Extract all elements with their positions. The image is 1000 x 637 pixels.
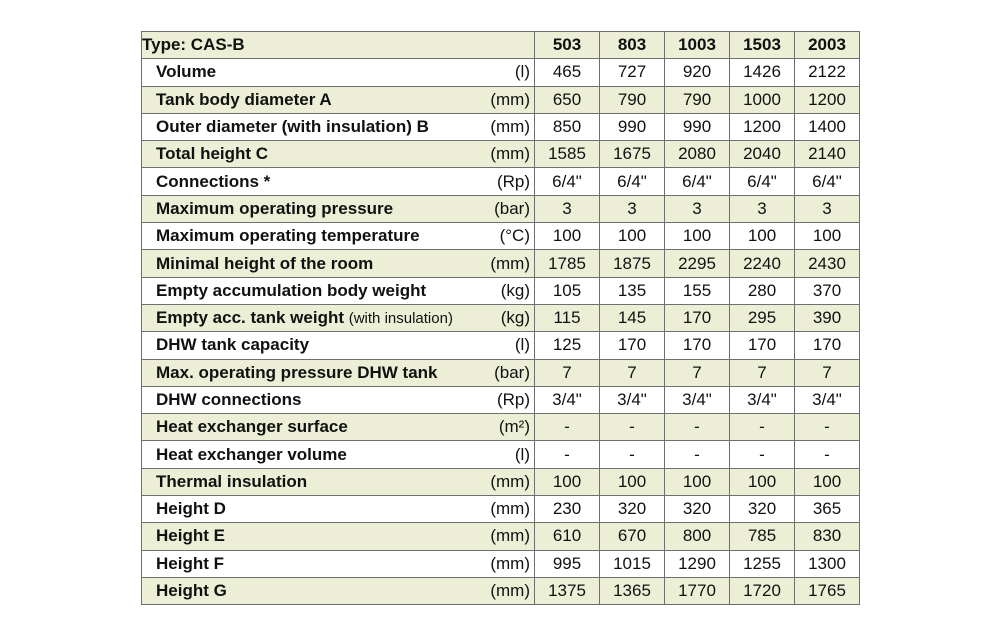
parameter-name-text: Outer diameter (with insulation) B bbox=[156, 117, 429, 137]
parameter-cell bbox=[142, 496, 535, 523]
table-row bbox=[142, 359, 860, 386]
parameter-name bbox=[142, 581, 227, 601]
parameter-unit: (m²) bbox=[498, 417, 530, 437]
parameter-cell bbox=[142, 441, 535, 468]
parameter-name bbox=[142, 308, 453, 328]
parameter-name bbox=[142, 363, 438, 383]
parameter-unit: (mm) bbox=[490, 581, 530, 601]
parameter-unit: (Rp) bbox=[496, 390, 530, 409]
parameter-name bbox=[142, 90, 332, 110]
parameter-unit: (bar) bbox=[494, 198, 530, 218]
value-cell: - bbox=[665, 414, 730, 441]
value-cell: 2430 bbox=[795, 250, 860, 277]
parameter-cell bbox=[142, 359, 535, 386]
value-cell: 135 bbox=[600, 277, 665, 304]
parameter-unit: (°C) bbox=[499, 226, 530, 246]
value-cell: 280 bbox=[730, 277, 795, 304]
value-cell: 100 bbox=[795, 223, 860, 250]
value-cell: 3 bbox=[535, 195, 600, 222]
parameter-name-text: Volume bbox=[156, 62, 217, 82]
value-cell: 100 bbox=[795, 468, 860, 495]
parameter-name-text: Height G bbox=[156, 581, 227, 601]
parameter-cell bbox=[142, 304, 535, 331]
parameter-cell bbox=[142, 86, 535, 113]
value-cell: 830 bbox=[795, 523, 860, 550]
parameter-unit: (mm) bbox=[490, 471, 530, 491]
parameter-name bbox=[142, 499, 226, 519]
value-cell: 170 bbox=[795, 332, 860, 359]
value-cell: 7 bbox=[730, 359, 795, 386]
value-cell: 295 bbox=[730, 304, 795, 331]
value-cell: 1200 bbox=[795, 86, 860, 113]
table-row bbox=[142, 113, 860, 140]
value-cell: 670 bbox=[600, 523, 665, 550]
parameter-name-text: Empty acc. tank weight bbox=[156, 308, 344, 328]
value-cell: 650 bbox=[535, 86, 600, 113]
parameter-name-text: Connections * bbox=[156, 171, 271, 191]
value-cell: - bbox=[730, 414, 795, 441]
parameter-cell bbox=[142, 277, 535, 304]
value-cell: 3/4" bbox=[665, 386, 730, 413]
parameter-name-text: Height E bbox=[156, 526, 225, 546]
value-cell: - bbox=[730, 441, 795, 468]
value-cell: 2295 bbox=[665, 250, 730, 277]
value-cell: 390 bbox=[795, 304, 860, 331]
value-cell: - bbox=[795, 414, 860, 441]
parameter-cell bbox=[142, 332, 535, 359]
parameter-name bbox=[142, 62, 216, 82]
spec-table-body bbox=[142, 59, 860, 605]
model-header: 803 bbox=[600, 32, 665, 59]
model-header: 2003 bbox=[795, 32, 860, 59]
value-cell: 6/4" bbox=[600, 168, 665, 195]
value-cell: 170 bbox=[730, 332, 795, 359]
parameter-cell bbox=[142, 113, 535, 140]
value-cell: 1675 bbox=[600, 141, 665, 168]
value-cell: 320 bbox=[665, 496, 730, 523]
table-row bbox=[142, 468, 860, 495]
parameter-name-text: DHW tank capacity bbox=[156, 335, 310, 355]
value-cell: 465 bbox=[535, 59, 600, 86]
parameter-cell bbox=[142, 168, 535, 195]
value-cell: 1290 bbox=[665, 550, 730, 577]
table-row bbox=[142, 168, 860, 195]
value-cell: 100 bbox=[600, 468, 665, 495]
table-row bbox=[142, 141, 860, 168]
parameter-unit: (l) bbox=[514, 335, 530, 355]
value-cell: 2080 bbox=[665, 141, 730, 168]
parameter-name-text: Thermal insulation bbox=[156, 471, 308, 491]
value-cell: 1400 bbox=[795, 113, 860, 140]
value-cell: - bbox=[535, 414, 600, 441]
value-cell: 100 bbox=[665, 468, 730, 495]
value-cell: 1765 bbox=[795, 577, 860, 604]
parameter-name-text: DHW connections bbox=[156, 390, 302, 409]
parameter-unit: (bar) bbox=[494, 362, 530, 382]
value-cell: 1785 bbox=[535, 250, 600, 277]
parameter-name-text: Empty accumulation body weight bbox=[156, 280, 427, 300]
parameter-name bbox=[142, 390, 301, 410]
value-cell: 2040 bbox=[730, 141, 795, 168]
value-cell: 1300 bbox=[795, 550, 860, 577]
value-cell: 145 bbox=[600, 304, 665, 331]
parameter-cell bbox=[142, 195, 535, 222]
value-cell: 1770 bbox=[665, 577, 730, 604]
parameter-unit: (mm) bbox=[490, 89, 530, 109]
parameter-name bbox=[142, 281, 426, 301]
table-row bbox=[142, 86, 860, 113]
parameter-unit: (kg) bbox=[500, 308, 530, 328]
value-cell: 155 bbox=[665, 277, 730, 304]
value-cell: 1375 bbox=[535, 577, 600, 604]
value-cell: 3/4" bbox=[535, 386, 600, 413]
table-row bbox=[142, 250, 860, 277]
value-cell: 727 bbox=[600, 59, 665, 86]
parameter-unit: (l) bbox=[514, 62, 530, 82]
value-cell: 7 bbox=[665, 359, 730, 386]
parameter-unit: (mm) bbox=[490, 553, 530, 573]
value-cell: - bbox=[665, 441, 730, 468]
value-cell: - bbox=[600, 414, 665, 441]
value-cell: 1200 bbox=[730, 113, 795, 140]
parameter-name bbox=[142, 526, 225, 546]
value-cell: 7 bbox=[795, 359, 860, 386]
parameter-cell bbox=[142, 414, 535, 441]
parameter-cell bbox=[142, 577, 535, 604]
parameter-cell bbox=[142, 523, 535, 550]
table-row bbox=[142, 59, 860, 86]
value-cell: 1720 bbox=[730, 577, 795, 604]
value-cell: 1365 bbox=[600, 577, 665, 604]
value-cell: 800 bbox=[665, 523, 730, 550]
value-cell: 100 bbox=[665, 223, 730, 250]
value-cell: 6/4" bbox=[795, 168, 860, 195]
parameter-unit: (mm) bbox=[490, 117, 530, 137]
parameter-name bbox=[142, 417, 348, 437]
parameter-unit: (Rp) bbox=[496, 171, 530, 191]
parameter-cell bbox=[142, 250, 535, 277]
parameter-name bbox=[142, 117, 429, 137]
parameter-name-text: Heat exchanger volume bbox=[156, 444, 347, 464]
parameter-name-text: Total height C bbox=[156, 144, 269, 164]
value-cell: 170 bbox=[665, 304, 730, 331]
parameter-name bbox=[142, 144, 268, 164]
value-cell: 230 bbox=[535, 496, 600, 523]
model-header: 1503 bbox=[730, 32, 795, 59]
table-row bbox=[142, 441, 860, 468]
table-row bbox=[142, 523, 860, 550]
value-cell: 6/4" bbox=[730, 168, 795, 195]
value-cell: 3 bbox=[730, 195, 795, 222]
value-cell: 990 bbox=[665, 113, 730, 140]
parameter-name-text: Heat exchanger surface bbox=[156, 417, 348, 437]
parameter-name-text: Maximum operating temperature bbox=[156, 226, 420, 246]
value-cell: 3 bbox=[665, 195, 730, 222]
parameter-name bbox=[142, 172, 270, 192]
type-header: Type: CAS-B bbox=[142, 32, 535, 59]
value-cell: 3/4" bbox=[600, 386, 665, 413]
table-row bbox=[142, 550, 860, 577]
table-row bbox=[142, 223, 860, 250]
parameter-name-text: Max. operating pressure DHW tank bbox=[156, 362, 438, 382]
value-cell: 100 bbox=[730, 223, 795, 250]
parameter-cell bbox=[142, 141, 535, 168]
value-cell: 100 bbox=[600, 223, 665, 250]
value-cell: 6/4" bbox=[665, 168, 730, 195]
value-cell: 995 bbox=[535, 550, 600, 577]
parameter-unit: (l) bbox=[514, 444, 530, 464]
value-cell: 3 bbox=[600, 195, 665, 222]
parameter-unit: (mm) bbox=[490, 499, 530, 519]
value-cell: 2240 bbox=[730, 250, 795, 277]
value-cell: 6/4" bbox=[535, 168, 600, 195]
value-cell: 1015 bbox=[600, 550, 665, 577]
value-cell: 920 bbox=[665, 59, 730, 86]
value-cell: 610 bbox=[535, 523, 600, 550]
spec-table bbox=[141, 31, 860, 605]
value-cell: 100 bbox=[730, 468, 795, 495]
value-cell: 990 bbox=[600, 113, 665, 140]
parameter-name-text: Minimal height of the room bbox=[156, 253, 374, 273]
value-cell: 1255 bbox=[730, 550, 795, 577]
table-row bbox=[142, 304, 860, 331]
parameter-cell bbox=[142, 223, 535, 250]
header-row bbox=[142, 32, 860, 59]
value-cell: 100 bbox=[535, 468, 600, 495]
parameter-name bbox=[142, 254, 373, 274]
value-cell: 790 bbox=[600, 86, 665, 113]
model-header: 1003 bbox=[665, 32, 730, 59]
parameter-cell bbox=[142, 386, 535, 413]
parameter-name-text: Maximum operating pressure bbox=[156, 198, 394, 218]
table-row bbox=[142, 496, 860, 523]
table-row bbox=[142, 386, 860, 413]
parameter-unit: (mm) bbox=[490, 253, 530, 273]
parameter-name bbox=[142, 445, 347, 465]
value-cell: 785 bbox=[730, 523, 795, 550]
table-row bbox=[142, 277, 860, 304]
parameter-unit: (kg) bbox=[500, 280, 530, 300]
parameter-name bbox=[142, 554, 224, 574]
table-row bbox=[142, 195, 860, 222]
value-cell: 3/4" bbox=[730, 386, 795, 413]
value-cell: 125 bbox=[535, 332, 600, 359]
model-header: 503 bbox=[535, 32, 600, 59]
table-row bbox=[142, 577, 860, 604]
parameter-name-text: Height D bbox=[156, 499, 226, 519]
value-cell: 3/4" bbox=[795, 386, 860, 413]
parameter-name bbox=[142, 226, 420, 246]
value-cell: 2140 bbox=[795, 141, 860, 168]
value-cell: 105 bbox=[535, 277, 600, 304]
value-cell: 170 bbox=[665, 332, 730, 359]
parameter-unit: (mm) bbox=[490, 526, 530, 546]
value-cell: 1585 bbox=[535, 141, 600, 168]
parameter-name bbox=[142, 472, 307, 492]
parameter-unit: (mm) bbox=[490, 144, 530, 164]
value-cell: - bbox=[600, 441, 665, 468]
parameter-name-text: Tank body diameter A bbox=[156, 89, 332, 109]
value-cell: 790 bbox=[665, 86, 730, 113]
value-cell: 3 bbox=[795, 195, 860, 222]
value-cell: 365 bbox=[795, 496, 860, 523]
value-cell: 850 bbox=[535, 113, 600, 140]
parameter-name-text: Height F bbox=[156, 553, 224, 573]
value-cell: 1875 bbox=[600, 250, 665, 277]
value-cell: 7 bbox=[600, 359, 665, 386]
table-row bbox=[142, 332, 860, 359]
parameter-name bbox=[142, 335, 309, 355]
value-cell: 320 bbox=[730, 496, 795, 523]
value-cell: - bbox=[795, 441, 860, 468]
value-cell: 115 bbox=[535, 304, 600, 331]
value-cell: 170 bbox=[600, 332, 665, 359]
value-cell: 7 bbox=[535, 359, 600, 386]
table-row bbox=[142, 414, 860, 441]
value-cell: 320 bbox=[600, 496, 665, 523]
parameter-note: (with insulation) bbox=[348, 310, 453, 328]
value-cell: 370 bbox=[795, 277, 860, 304]
parameter-name bbox=[142, 199, 393, 219]
parameter-cell bbox=[142, 59, 535, 86]
value-cell: - bbox=[535, 441, 600, 468]
value-cell: 1000 bbox=[730, 86, 795, 113]
parameter-cell bbox=[142, 468, 535, 495]
value-cell: 1426 bbox=[730, 59, 795, 86]
value-cell: 100 bbox=[535, 223, 600, 250]
parameter-cell bbox=[142, 550, 535, 577]
value-cell: 2122 bbox=[795, 59, 860, 86]
